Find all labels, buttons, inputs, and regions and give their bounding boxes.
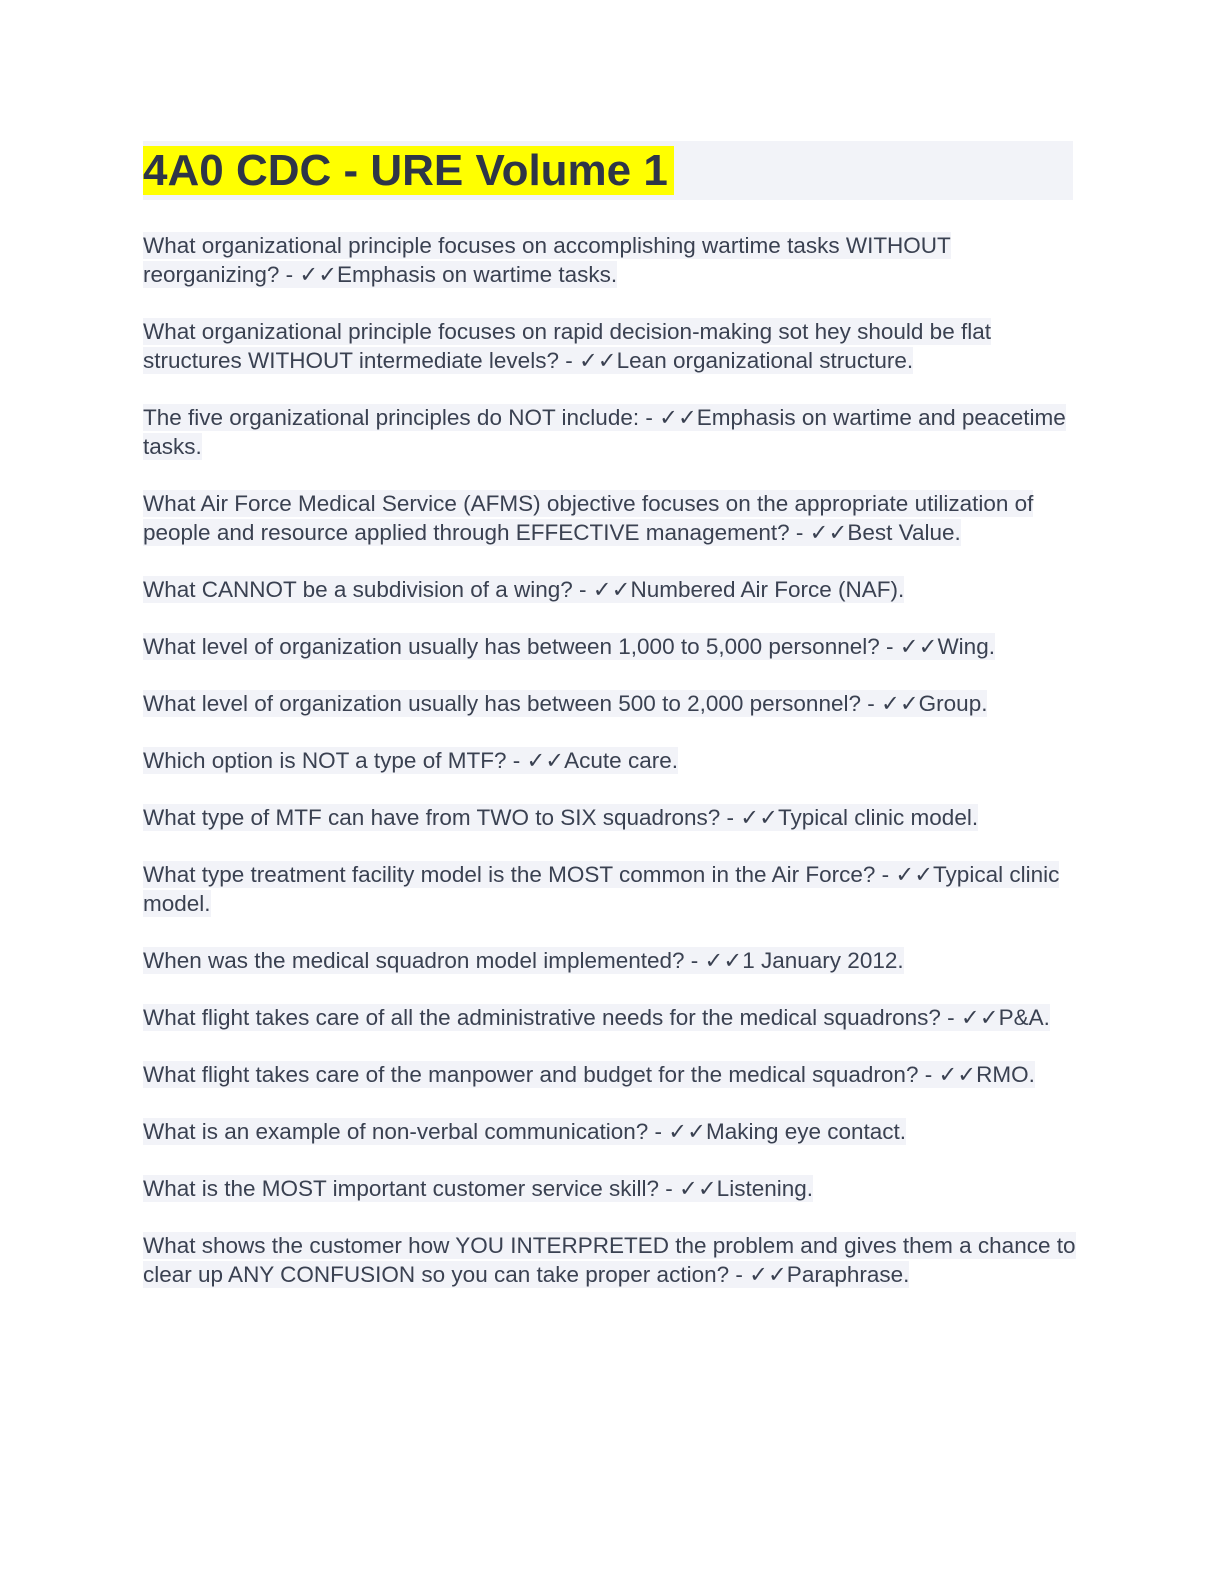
- page-title-highlight: 4A0 CDC - URE Volume 1: [143, 146, 674, 195]
- page-title: [143, 141, 1073, 200]
- qa-item-text: What flight takes care of all the administrative needs for the medical squadrons? - ✓✓P&A.: [143, 1005, 1050, 1030]
- qa-item-text: Which option is NOT a type of MTF? - ✓✓Acute care.: [143, 748, 678, 773]
- qa-item: [143, 689, 1080, 718]
- qa-item: [143, 1060, 1080, 1089]
- qa-item-text: What organizational principle focuses on accomplishing wartime tasks WITHOUT reorganizing? - ✓✓Emphasis on wartime tasks.: [143, 233, 951, 287]
- qa-item-text: What Air Force Medical Service (AFMS) objective focuses on the appropriate utilization of people and resource applied through EFFECTIVE management? - ✓✓Best Value.: [143, 491, 1034, 545]
- qa-item: [143, 746, 1080, 775]
- qa-item: [143, 317, 1080, 375]
- qa-item-text: What type of MTF can have from TWO to SIX squadrons? - ✓✓Typical clinic model.: [143, 805, 979, 830]
- qa-item: [143, 1231, 1080, 1289]
- qa-item-text: What organizational principle focuses on rapid decision-making sot hey should be flat structures WITHOUT intermediate levels? - ✓✓Lean organizational structure.: [143, 319, 991, 373]
- qa-item: [143, 632, 1080, 661]
- qa-item-text: What is the MOST important customer service skill? - ✓✓Listening.: [143, 1176, 814, 1201]
- qa-item: [143, 803, 1080, 832]
- qa-item-text: What level of organization usually has between 1,000 to 5,000 personnel? - ✓✓Wing.: [143, 634, 995, 659]
- qa-item-text: The five organizational principles do NOT include: - ✓✓Emphasis on wartime and peacetime tasks.: [143, 405, 1066, 459]
- qa-item: [143, 489, 1080, 547]
- qa-item-text: What flight takes care of the manpower and budget for the medical squadron? - ✓✓RMO.: [143, 1062, 1035, 1087]
- qa-item: [143, 403, 1080, 461]
- qa-item: [143, 946, 1080, 975]
- qa-item: [143, 575, 1080, 604]
- qa-item-text: What is an example of non-verbal communication? - ✓✓Making eye contact.: [143, 1119, 907, 1144]
- qa-item: [143, 1117, 1080, 1146]
- qa-item: [143, 1003, 1080, 1032]
- qa-item: [143, 231, 1080, 289]
- qa-item-text: What shows the customer how YOU INTERPRETED the problem and gives them a chance to clear up ANY CONFUSION so you can take proper action? - ✓✓Paraphrase.: [143, 1233, 1076, 1287]
- qa-item: [143, 860, 1080, 918]
- qa-item: [143, 1174, 1080, 1203]
- qa-item-text: What level of organization usually has between 500 to 2,000 personnel? - ✓✓Group.: [143, 691, 988, 716]
- qa-item-text: What CANNOT be a subdivision of a wing? - ✓✓Numbered Air Force (NAF).: [143, 577, 905, 602]
- qa-item-text: What type treatment facility model is the MOST common in the Air Force? - ✓✓Typical clinic model.: [143, 862, 1060, 916]
- qa-item-text: When was the medical squadron model implemented? - ✓✓1 January 2012.: [143, 948, 904, 973]
